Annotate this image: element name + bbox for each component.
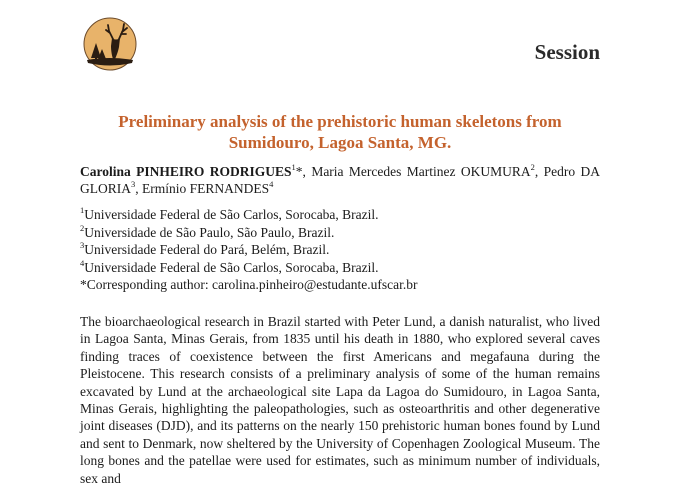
second-author-affil-mark: 2 [530, 162, 535, 172]
first-author-affil-mark: 1 [291, 162, 296, 172]
session-label: Session [534, 40, 600, 64]
affiliation-text: Universidade Federal de São Carlos, Sorocaba, Brazil. [84, 259, 379, 275]
affiliation-item [80, 206, 417, 224]
paper-title-line-1: Preliminary analysis of the prehistoric human skeletons from [118, 112, 562, 131]
first-author: Carolina PINHEIRO RODRIGUES [80, 164, 292, 179]
abstract-paragraph: The bioarchaeological research in Brazil started with Peter Lund, a danish naturalist, who lived in Lagoa Santa, Minas Gerais, from 1835 until his death in 1880, who explored several caves finding traces of coexistence between the first Americans and megafauna during the Pleistocene. This research consists of a preliminary analysis of some of the human remains excavated by Lund at the archaeological site Lapa da Lagoa do Sumidouro, in Lagoa Santa, Minas Gerais, highlighting the paleopathologies, such as osteoarthritis and other degenerative joint diseases (DJD), and its patterns on the nearly 150 prehistoric human bones found by Lund and sent to Denmark, now sheltered by the University of Copenhagen Zoological Museum. The long bones and the patellae were used for estimates, such as minimum number of individuals, sex and [80, 314, 600, 486]
deer-emblem-icon [82, 16, 138, 72]
affiliation-list [80, 206, 417, 294]
corresponding-author: *Corresponding author: carolina.pinheiro@estudante.ufscar.br [80, 277, 418, 292]
affiliation-number: 3 [80, 240, 85, 250]
paper-title-line-2: Sumidouro, Lagoa Santa, MG. [228, 133, 452, 152]
affiliation-item [80, 224, 417, 242]
affiliation-number: 1 [80, 205, 85, 215]
affiliation-text: Universidade Federal de São Carlos, Sorocaba, Brazil. [84, 207, 379, 222]
affiliation-text: Universidade de São Paulo, São Paulo, Brazil. [84, 224, 335, 240]
author-separator: , [302, 164, 312, 179]
author-list [80, 163, 600, 197]
third-author-affil-mark: 3 [131, 179, 136, 189]
affiliation-text: Universidade Federal do Pará, Belém, Brazil. [84, 242, 330, 257]
affiliation-number: 2 [80, 222, 85, 233]
affiliation-item [80, 259, 417, 277]
fourth-author-affil-mark: 4 [269, 179, 274, 189]
fourth-author: Ermínio FERNANDES [142, 181, 270, 196]
third-author: Pedro DA GLORIA [80, 164, 601, 196]
affiliation-item [80, 241, 417, 259]
corresponding-mark: * [295, 164, 303, 179]
author-separator: , [534, 164, 544, 179]
author-separator: , [135, 181, 142, 196]
affiliation-number: 4 [80, 257, 85, 268]
second-author: Maria Mercedes Martinez OKUMURA [311, 164, 531, 179]
paper-title [80, 111, 600, 153]
